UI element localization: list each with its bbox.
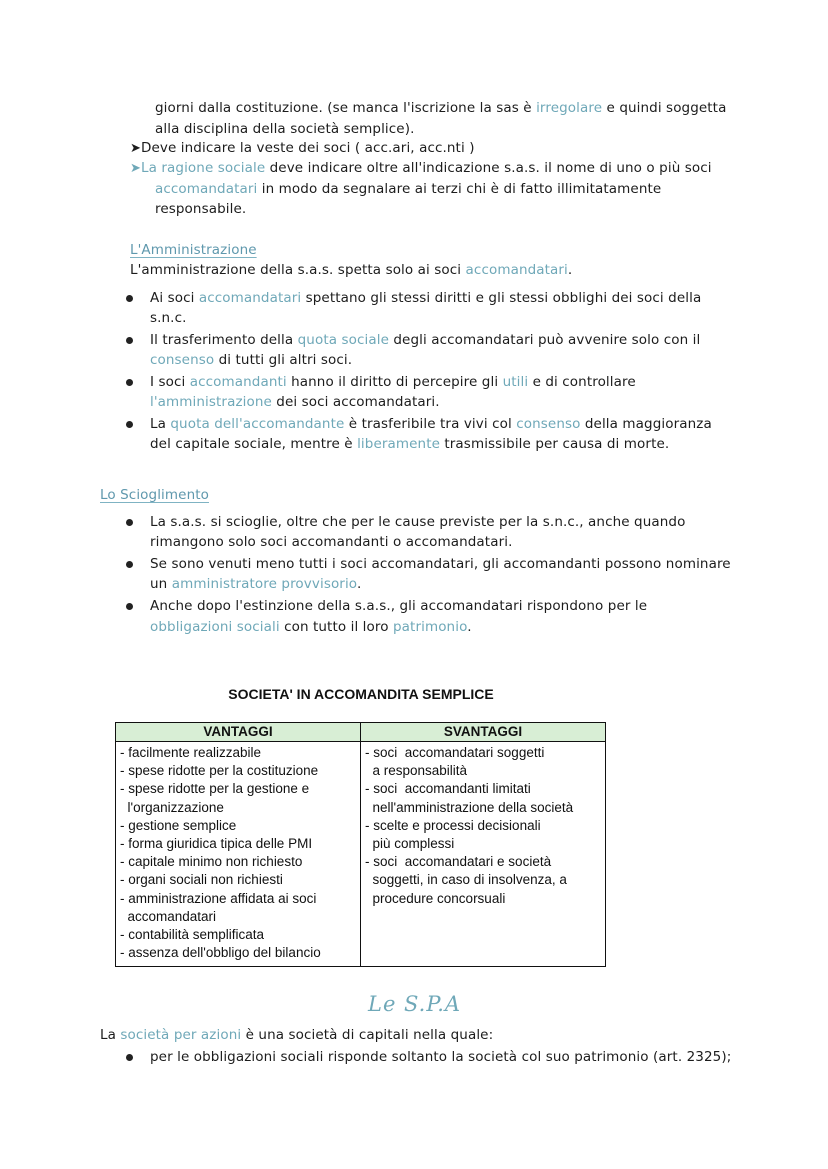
list-item: - forma giuridica tipica delle PMI	[120, 836, 313, 852]
list-item: - soci accomandanti limitati	[365, 781, 531, 797]
section-title-spa: Le S.P.A	[368, 992, 462, 1016]
list-item: - capitale minimo non richiesto	[120, 854, 303, 870]
column-header-svantaggi: SVANTAGGI	[361, 723, 606, 742]
vantaggi-cell	[116, 742, 361, 967]
arrow-icon: ➤	[130, 161, 141, 176]
list-item: - spese ridotte per la gestione e	[120, 781, 310, 797]
list-item: accomandatari	[120, 908, 217, 924]
amministrazione-bullet-1-line-2: s.n.c.	[150, 310, 187, 326]
intro-line-1: giorni dalla costituzione. (se manca l'iscrizione la sas è irregolare e quindi soggetta	[155, 100, 727, 116]
spa-bullet-1: per le obbligazioni sociali risponde soltanto la società col suo patrimonio (art. 2325);	[150, 1049, 732, 1065]
bullet-icon	[126, 561, 133, 568]
heading-scioglimento: Lo Scioglimento	[100, 487, 209, 503]
scioglimento-bullet-1: La s.a.s. si scioglie, oltre che per le cause previste per la s.n.c., anche quando	[150, 514, 686, 530]
highlight-irregolare: irregolare	[536, 100, 603, 116]
bullet-icon	[126, 295, 133, 302]
bullet-icon	[126, 379, 133, 386]
amministrazione-bullet-1: Ai soci accomandatari spettano gli stessi diritti e gli stessi obblighi dei soci della	[150, 290, 702, 306]
bullet-icon	[126, 421, 133, 428]
list-item: a responsabilità	[365, 763, 468, 779]
ragione-sociale-line-3: responsabile.	[155, 201, 247, 217]
list-item: - spese ridotte per la costituzione	[120, 763, 319, 779]
amministrazione-bullet-2-line-2: consenso di tutti gli altri soci.	[150, 352, 353, 368]
scioglimento-bullet-3-line-2: obbligazioni sociali con tutto il loro patrimonio.	[150, 619, 472, 635]
spa-lead: La società per azioni è una società di capitali nella quale:	[100, 1027, 494, 1043]
list-item: - gestione semplice	[120, 817, 237, 833]
heading-amministrazione: L'Amministrazione	[130, 242, 257, 258]
bullet-icon	[126, 337, 133, 344]
amministrazione-bullet-2: Il trasferimento della quota sociale degli accomandatari può avvenire solo con il	[150, 332, 701, 348]
ragione-sociale-line-2: accomandatari in modo da segnalare ai terzi chi è di fatto illimitatamente	[155, 181, 662, 197]
scioglimento-bullet-2: Se sono venuti meno tutti i soci accomandatari, gli accomandanti possono nominare	[150, 556, 731, 572]
arrow-item-ragione-sociale: ➤La ragione sociale deve indicare oltre all'indicazione s.a.s. il nome di uno o più soci	[130, 160, 712, 176]
bullet-icon	[126, 519, 133, 526]
scioglimento-bullet-2-line-2: un amministratore provvisorio.	[150, 576, 362, 592]
bullet-icon	[126, 603, 133, 610]
amministrazione-bullet-4: La quota dell'accomandante è trasferibile tra vivi col consenso della maggioranza	[150, 416, 712, 432]
list-item: soggetti, in caso di insolvenza, a	[365, 872, 567, 888]
amministrazione-bullet-3: I soci accomandanti hanno il diritto di percepire gli utili e di controllare	[150, 374, 636, 390]
arrow-item-veste-soci: ➤Deve indicare la veste dei soci ( acc.ari, acc.nti )	[130, 140, 475, 156]
amministrazione-lead: L'amministrazione della s.a.s. spetta solo ai soci accomandatari.	[130, 262, 573, 278]
amministrazione-bullet-3-line-2: l'amministrazione dei soci accomandatari.	[150, 394, 440, 410]
list-item: l'organizzazione	[120, 799, 224, 815]
amministrazione-bullet-4-line-2: del capitale sociale, mentre è liberamente trasmissibile per causa di morte.	[150, 436, 670, 452]
list-item: - organi sociali non richiesti	[120, 872, 283, 888]
list-item: - contabilità semplificata	[120, 927, 265, 943]
intro-line-2: alla disciplina della società semplice).	[155, 121, 415, 137]
list-item: - scelte e processi decisionali	[365, 817, 541, 833]
scioglimento-bullet-1-line-2: rimangono solo soci accomandanti o accomandatari.	[150, 534, 513, 550]
comparison-table	[115, 722, 606, 967]
list-item: più complessi	[365, 836, 455, 852]
scioglimento-bullet-3: Anche dopo l'estinzione della s.a.s., gli accomandatari rispondono per le	[150, 598, 648, 614]
list-item: nell'amministrazione della società	[365, 799, 574, 815]
list-item: - soci accomandatari e società	[365, 854, 552, 870]
arrow-icon: ➤	[130, 141, 141, 156]
column-header-vantaggi: VANTAGGI	[116, 723, 361, 742]
svantaggi-cell	[361, 742, 606, 967]
list-item: - assenza dell'obbligo del bilancio	[120, 945, 321, 961]
list-item: - soci accomandatari soggetti	[365, 745, 545, 760]
list-item: - amministrazione affidata ai soci	[120, 890, 317, 906]
bullet-icon	[126, 1054, 133, 1061]
list-item: procedure concorsuali	[365, 890, 506, 906]
table-title: SOCIETA' IN ACCOMANDITA SEMPLICE	[228, 686, 494, 702]
list-item: - facilmente realizzabile	[120, 745, 262, 760]
